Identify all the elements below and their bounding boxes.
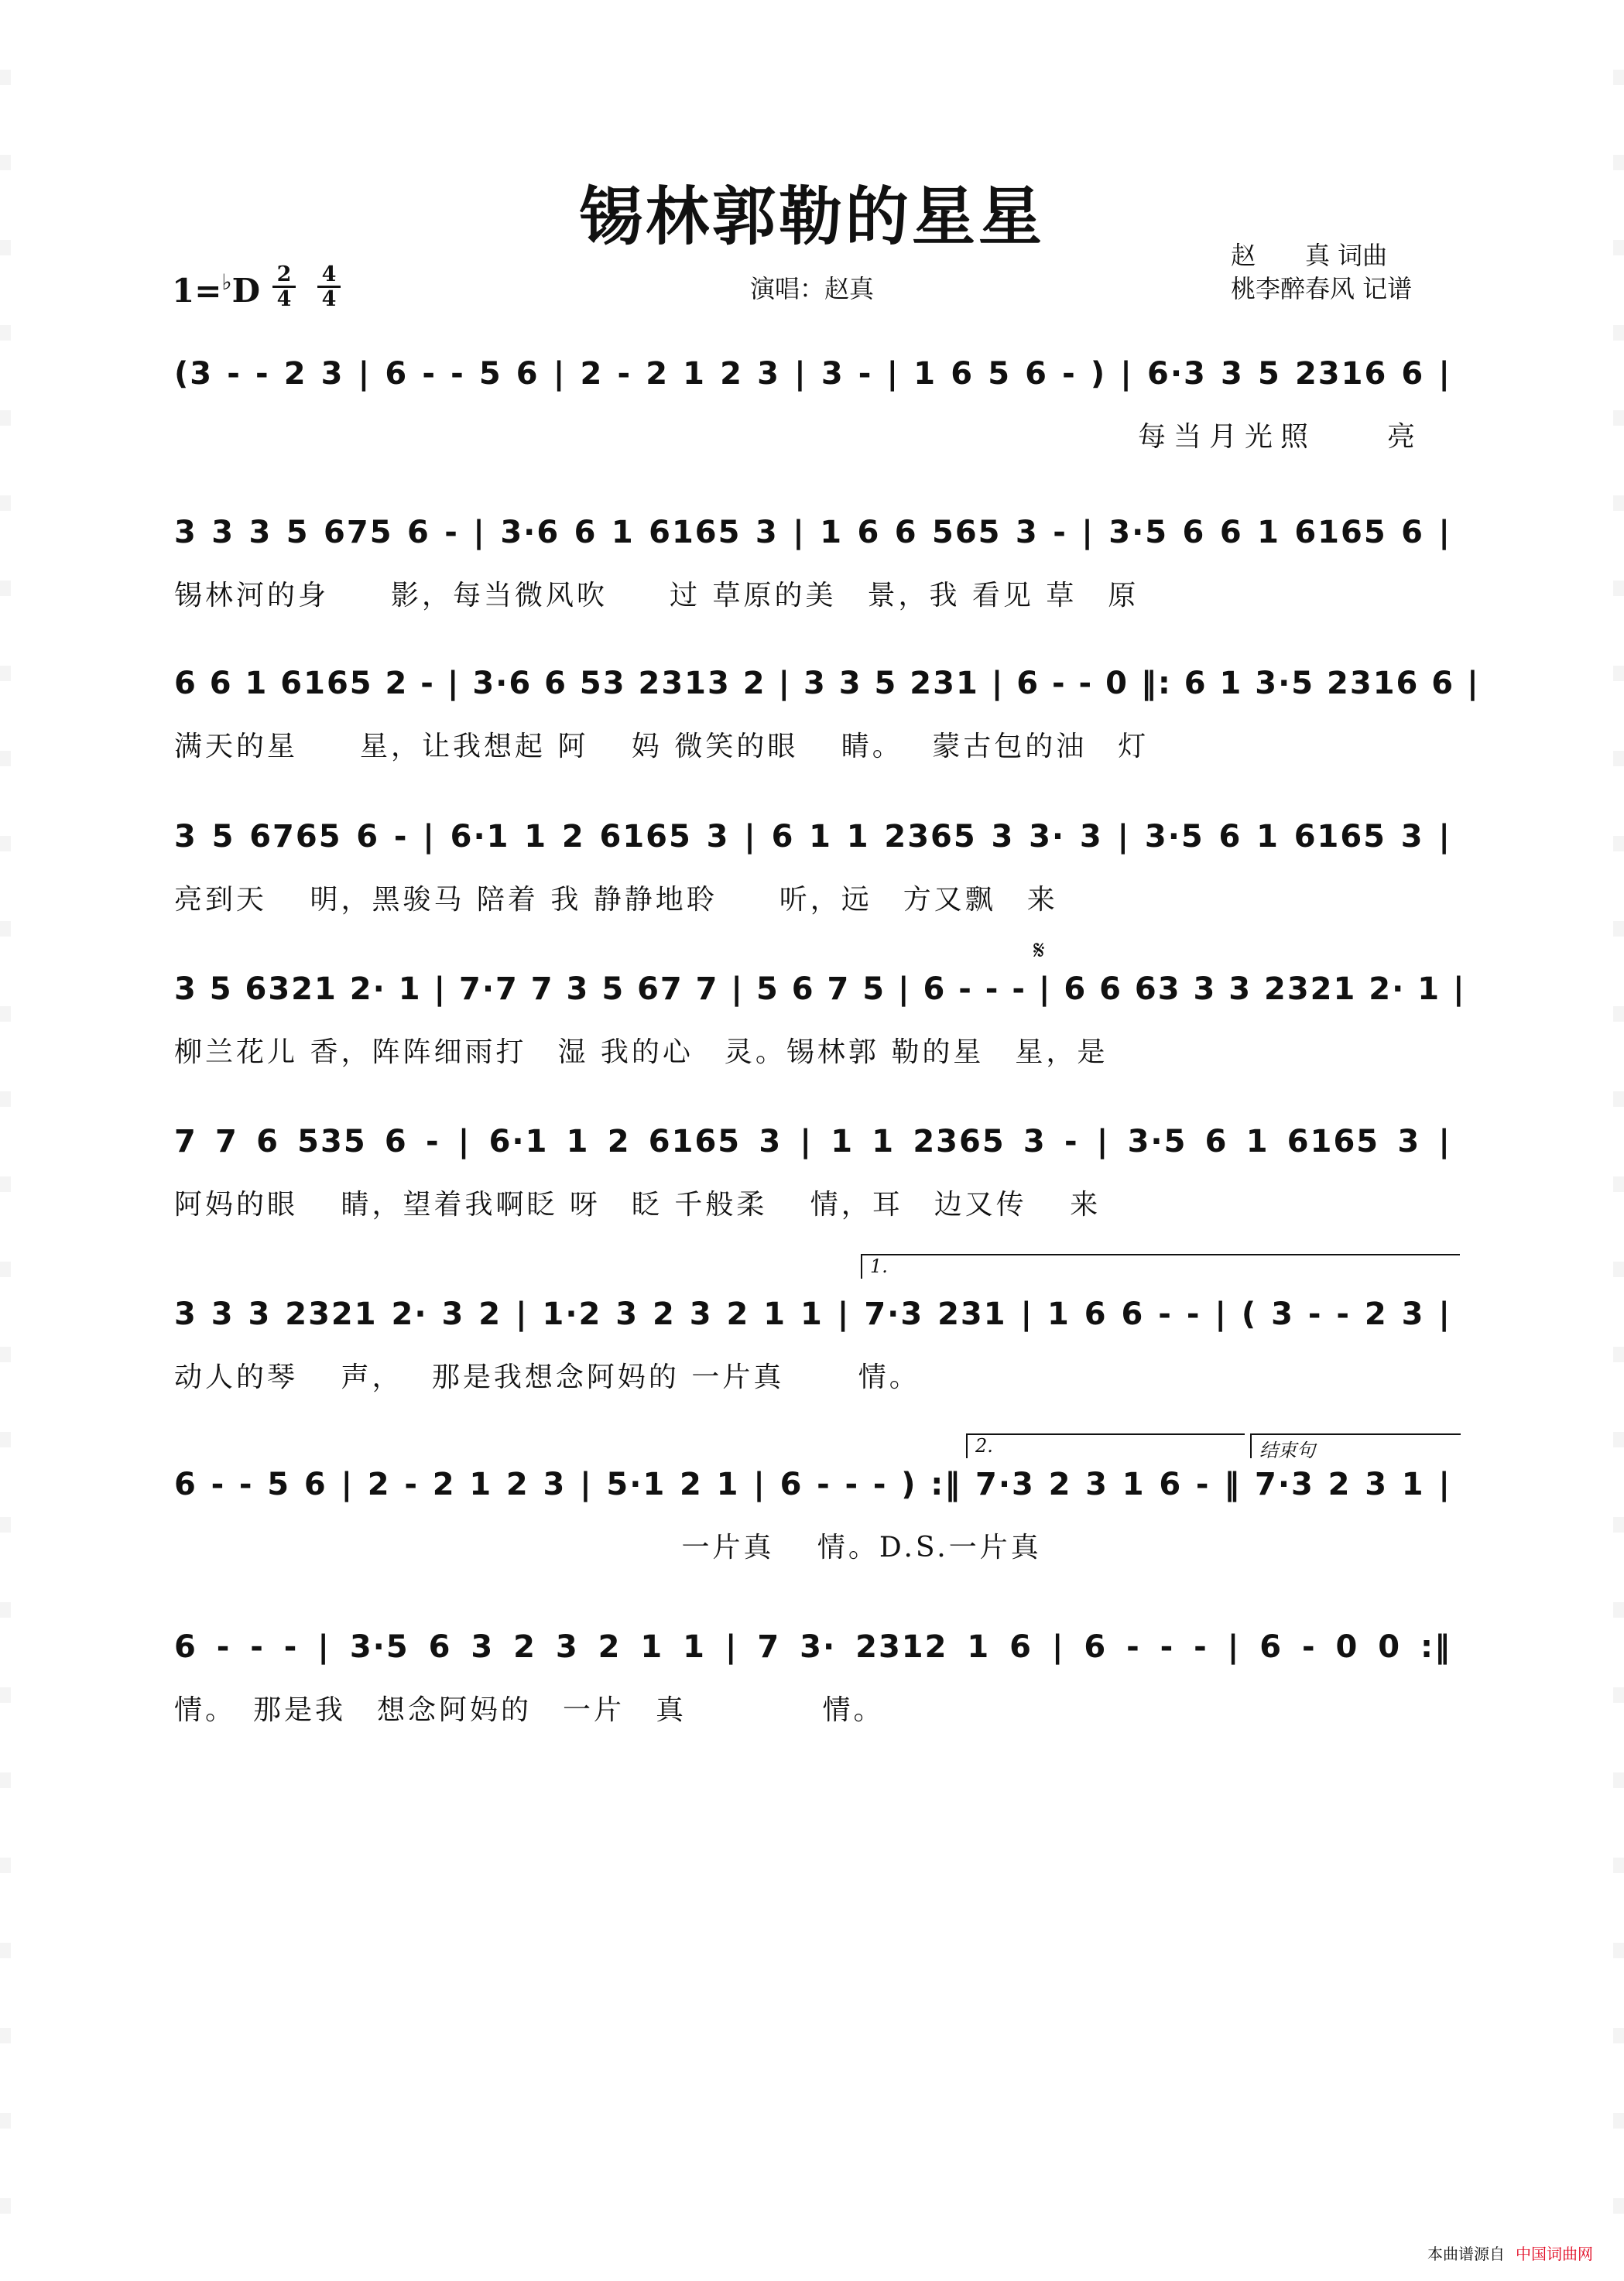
notation-line: 3 3 3 2321 2· 3 2 | 1·2 3 2 3 2 1 1 | 7·3 231 | 1 6 6 - - | ( 3 - - 2 3 | xyxy=(174,1296,1451,1332)
right-edge-watermark xyxy=(1613,0,1624,2281)
meter-numerator: 2 xyxy=(272,263,296,288)
lyrics-line: 锡林河的身 影，每当微风吹 过 草原的美 景，我 看见 草 原 xyxy=(174,580,1139,611)
lyrics-line: 一片真 情。D.S.一片真 xyxy=(174,1532,1042,1563)
notation-line: 3 3 3 5 675 6 - | 3·6 6 1 6165 3 | 1 6 6 565 3 - | 3·5 6 6 1 6165 6 | xyxy=(174,515,1451,550)
segno-sign: 𝄋 xyxy=(1033,935,1045,966)
meter-denominator: 4 xyxy=(276,287,292,311)
lyrics-line: 满天的星 星，让我想起 阿 妈 微笑的眼 睛。 蒙古包的油 灯 xyxy=(174,731,1149,762)
song-title: 锡林郭勒的星星 xyxy=(578,180,1045,254)
key-tonic: D xyxy=(231,272,261,310)
transcriber-credit: 桃李醉春风 记谱 xyxy=(1231,274,1413,303)
second-ending-bracket: 2. xyxy=(966,1433,1245,1458)
notation-line: 6 - - - | 3·5 6 3 2 3 2 1 1 | 7 3· 2312 1 6 | 6 - - - | 6 - 0 0 :‖ xyxy=(174,1629,1451,1665)
notation-line: (3 - - 2 3 | 6 - - 5 6 | 2 - 2 1 2 3 | 3 - | 1 6 5 6 - ) | 6·3 3 5 2316 6 | xyxy=(174,356,1451,392)
site-link[interactable]: 中国词曲网 xyxy=(1516,2245,1593,2263)
notation-line: 6 - - 5 6 | 2 - 2 1 2 3 | 5·1 2 1 | 6 - - - ) :‖ 7·3 2 3 1 6 - ‖ 7·3 2 3 1 | xyxy=(174,1467,1451,1502)
meter-numerator: 4 xyxy=(317,263,341,288)
lyrics-line: 动人的琴 声， 那是我想念阿妈的 一片真 情。 xyxy=(174,1361,920,1393)
left-edge-watermark xyxy=(0,0,11,2281)
meter-denominator: 4 xyxy=(321,287,337,311)
source-footer xyxy=(1427,2242,1593,2264)
key-prefix: 1= xyxy=(172,272,222,310)
notation-line: 3 5 6765 6 - | 6·1 1 2 6165 3 | 6 1 1 2365 3 3· 3 | 3·5 6 1 6165 3 | xyxy=(174,819,1451,855)
lyrics-line: 亮到天 明，黑骏马 陪着 我 静静地聆 听，远 方又飘 来 xyxy=(174,884,1058,916)
notation-line: 3 5 6321 2· 1 | 7·7 7 3 5 67 7 | 5 6 7 5 | 6 - - - | 6 6 63 3 3 2321 2· 1 | xyxy=(174,971,1466,1007)
notation-line: 7 7 6 535 6 - | 6·1 1 2 6165 3 | 1 1 2365 3 - | 3·5 6 1 6165 3 | xyxy=(174,1124,1451,1159)
first-ending-bracket: 1. xyxy=(861,1254,1460,1279)
lyrics-line: 柳兰花儿 香，阵阵细雨打 湿 我的心 灵。锡林郭 勒的星 星，是 xyxy=(174,1036,1108,1068)
composer-credit: 赵 真 词曲 xyxy=(1231,241,1388,270)
source-label: 本曲谱源自 xyxy=(1427,2245,1505,2263)
lyrics-line: 情。 那是我 想念阿妈的 一片 真 情。 xyxy=(174,1694,885,1726)
singer-credit: 演唱：赵真 xyxy=(749,274,874,303)
flat-symbol: ♭ xyxy=(221,269,232,295)
lyrics-line: 阿妈的眼 睛，望着我啊眨 呀 眨 千般柔 情，耳 边又传 来 xyxy=(174,1189,1102,1221)
coda-bracket: 结束句 xyxy=(1250,1433,1461,1458)
lyrics-line: 每当月光照 亮 xyxy=(1138,421,1424,453)
notation-line: 6 6 1 6165 2 - | 3·6 6 53 2313 2 | 3 3 5 231 | 6 - - 0 ‖: 6 1 3·5 2316 6 | xyxy=(174,666,1480,701)
